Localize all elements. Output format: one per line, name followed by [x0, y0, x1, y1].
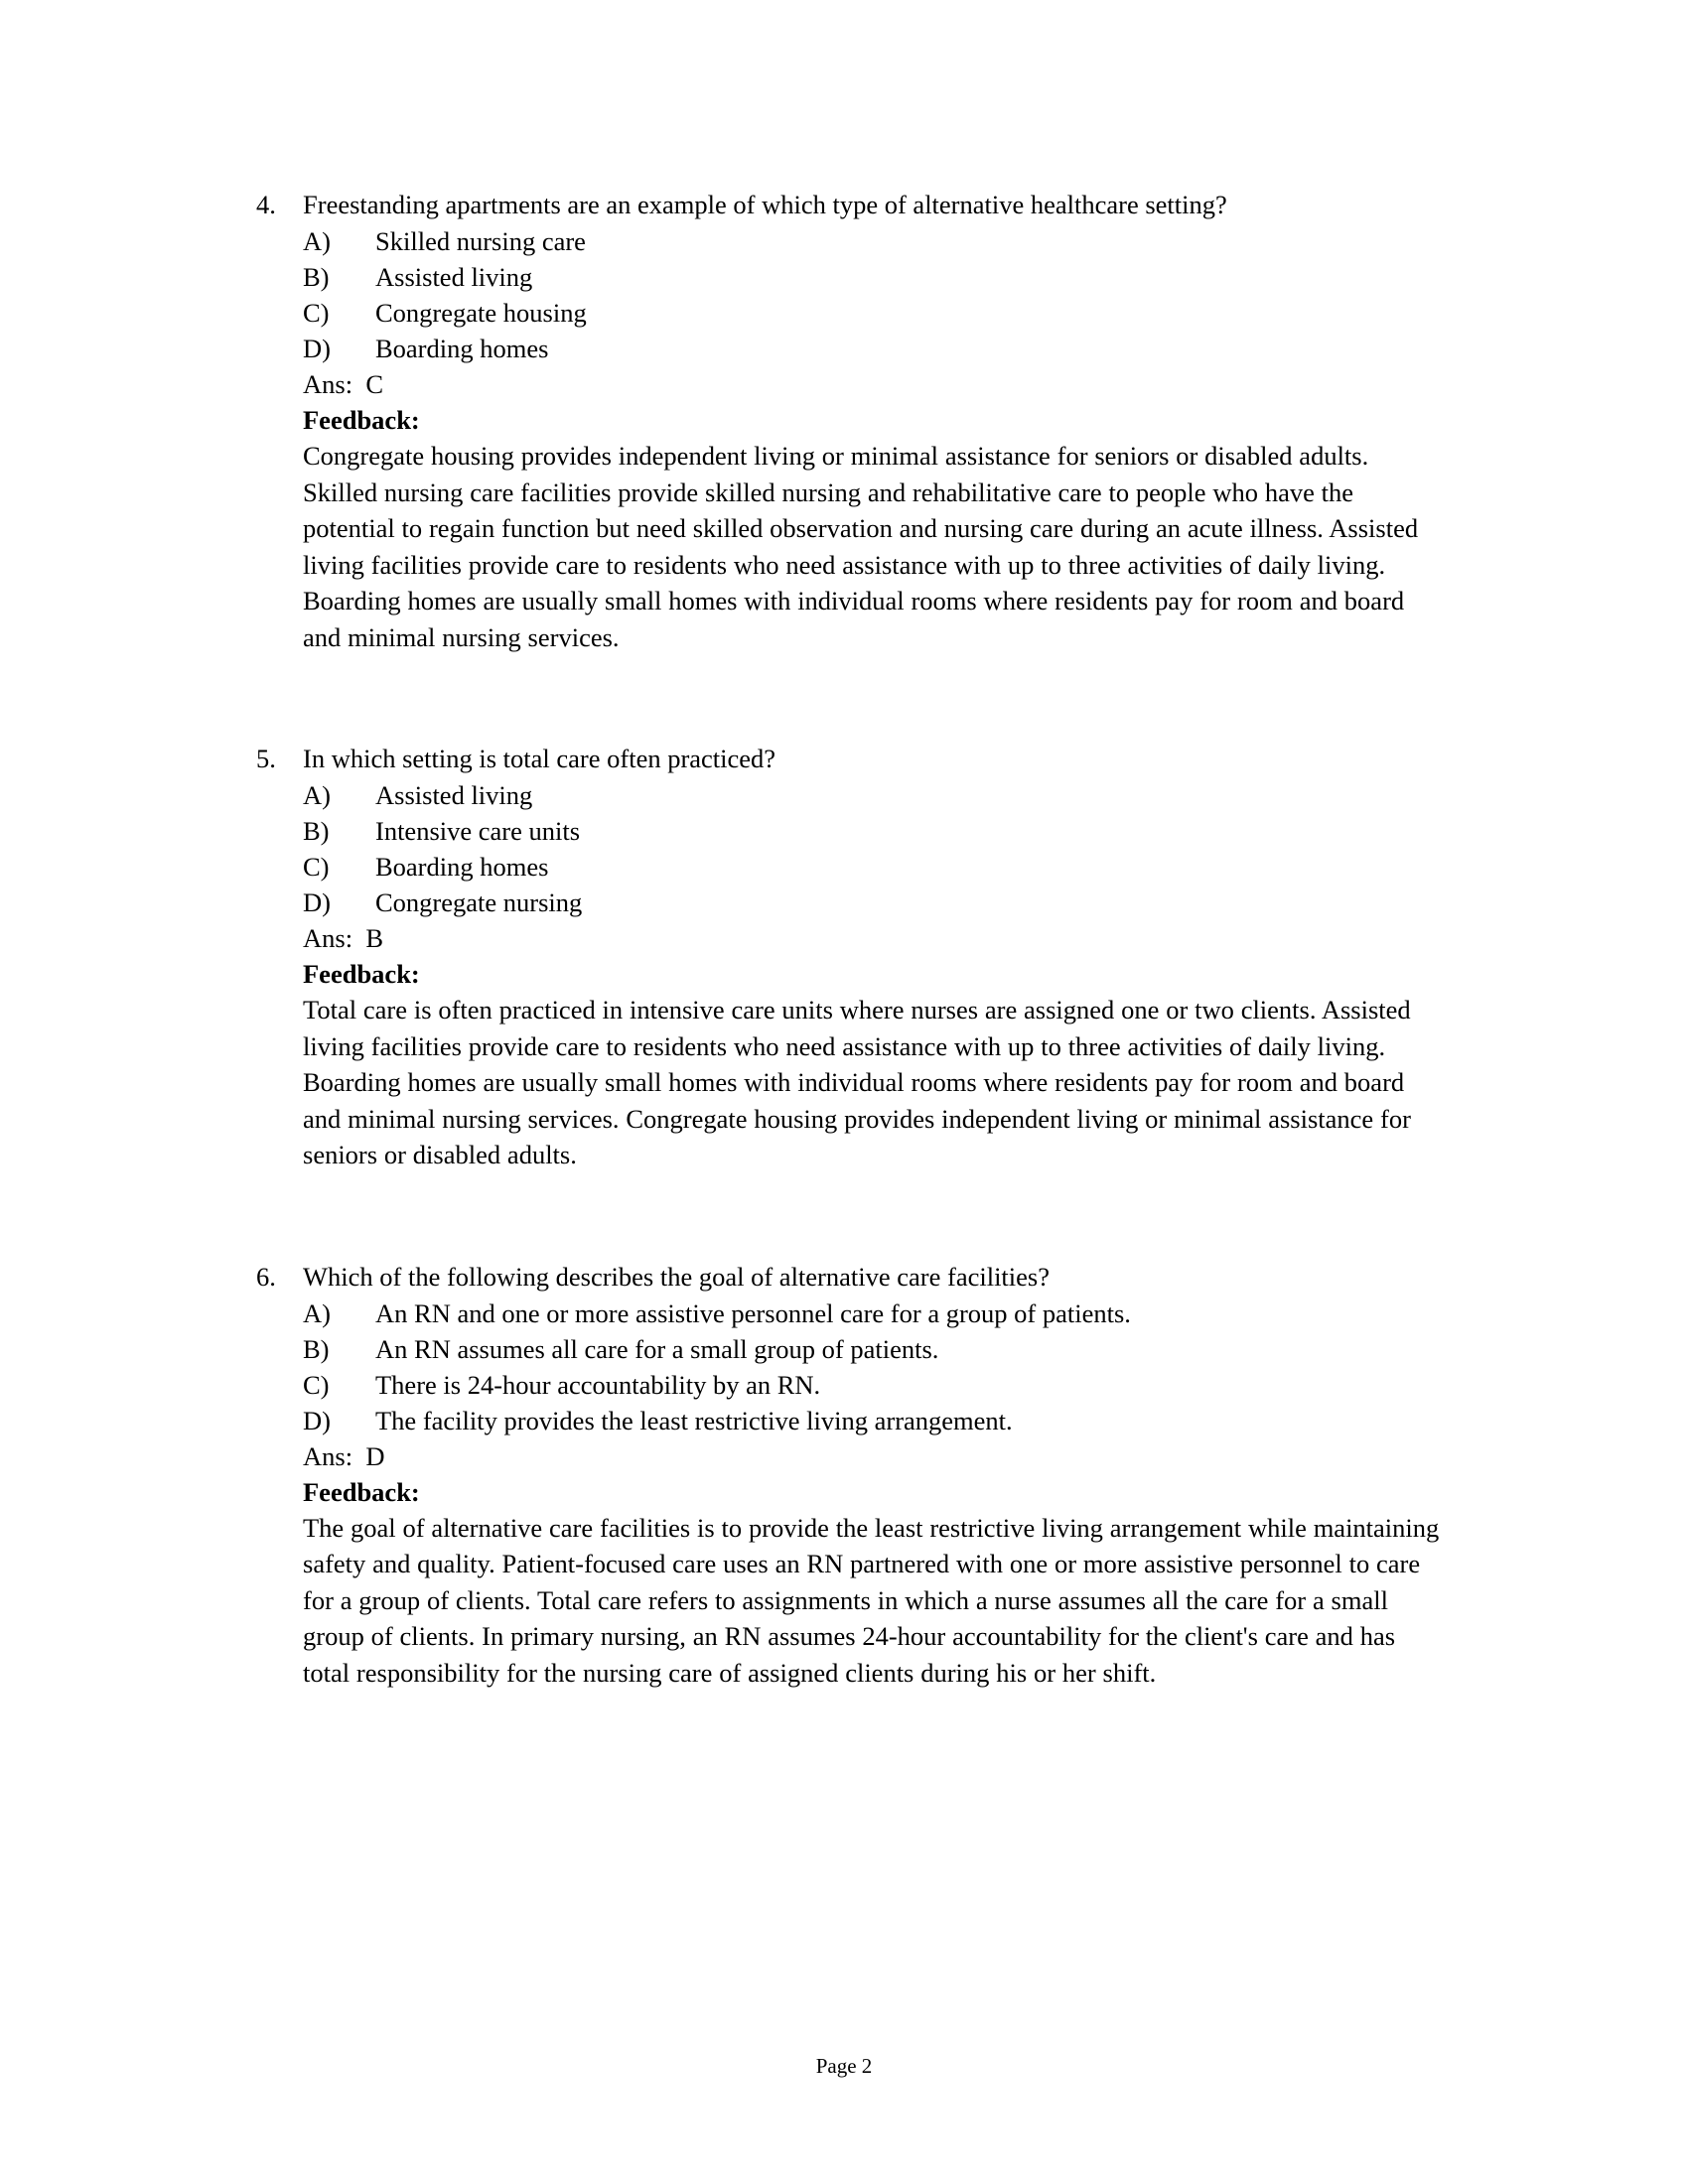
feedback-text: The goal of alternative care facilities is to provide the least restrictive living arrangement while maintaining safety and quality. Patient-focused care uses an RN partnered with one or more assistive personnel to care for a group of clients. Total care refers to assignments in which a nurse assumes all the care for a small group of clients. In primary nursing, an RN assumes 24-hour accountability for the client's care and has total responsibility for the nursing care of assigned clients during his or her shift.	[303, 1512, 1440, 1688]
option-text: There is 24-hour accountability by an RN.	[375, 1369, 821, 1400]
option-letter: B)	[303, 816, 330, 846]
options-list-4	[256, 223, 1448, 366]
feedback-label: Feedback:	[303, 405, 420, 435]
option-letter: C)	[303, 298, 330, 328]
option-item[interactable]	[256, 813, 1448, 849]
answer-line: Ans: D	[303, 1440, 385, 1471]
option-item[interactable]	[256, 849, 1448, 885]
question-block-6	[256, 1259, 1448, 1692]
option-letter: C)	[303, 852, 330, 882]
question-number-6: 6.	[256, 1261, 276, 1292]
option-item[interactable]	[256, 777, 1448, 813]
question-text-6: Which of the following describes the goal of alternative care facilities?	[303, 1261, 1050, 1292]
question-text-4: Freestanding apartments are an example of which type of alternative healthcare setting?	[303, 190, 1227, 219]
option-letter: A)	[303, 226, 331, 256]
option-item[interactable]	[256, 885, 1448, 920]
feedback-text: Congregate housing provides independent living or minimal assistance for seniors or disabled adults. Skilled nursing care facilities provide skilled nursing and rehabilitative care to people who have the potential to regain function but need skilled observation and nursing care during an acute illness. Assisted living facilities provide care to residents who need assistance with up to three activities of daily living. Boarding homes are usually small homes with individual rooms where residents pay for room and board and minimal nursing services.	[303, 441, 1419, 652]
option-letter: A)	[303, 1297, 331, 1328]
answer-line: Ans: B	[303, 923, 383, 953]
option-item[interactable]	[256, 331, 1448, 366]
option-letter: D)	[303, 887, 331, 917]
option-text: An RN and one or more assistive personnel care for a group of patients.	[375, 1297, 1131, 1328]
option-item[interactable]	[256, 1296, 1448, 1331]
option-item[interactable]	[256, 223, 1448, 259]
options-list-5	[256, 777, 1448, 920]
feedback-label: Feedback:	[303, 959, 420, 989]
question-stem-5	[256, 741, 1448, 777]
questions-container	[256, 187, 1448, 1691]
option-text: Intensive care units	[375, 816, 581, 846]
question-number-4: 4.	[256, 190, 276, 219]
option-letter: D)	[303, 1405, 331, 1435]
question-spacer	[256, 1173, 1448, 1259]
option-text: The facility provides the least restrictive living arrangement.	[375, 1405, 1013, 1435]
feedback-label: Feedback:	[303, 1476, 420, 1507]
option-text: Assisted living	[375, 262, 533, 292]
option-text: Assisted living	[375, 780, 533, 810]
option-letter: B)	[303, 262, 330, 292]
question-text-5: In which setting is total care often practiced?	[303, 744, 776, 773]
option-letter: D)	[303, 334, 331, 363]
option-text: Boarding homes	[375, 852, 549, 882]
option-letter: C)	[303, 1369, 330, 1400]
question-stem-4	[256, 187, 1448, 223]
option-item[interactable]	[256, 1367, 1448, 1403]
options-list-6	[256, 1296, 1448, 1438]
option-text: Congregate housing	[375, 298, 587, 328]
answer-line: Ans: C	[303, 369, 383, 399]
question-block-4	[256, 187, 1448, 655]
option-text: Skilled nursing care	[375, 226, 586, 256]
question-stem-6	[256, 1259, 1448, 1296]
option-letter: A)	[303, 780, 331, 810]
question-number-5: 5.	[256, 744, 276, 773]
option-item[interactable]	[256, 1331, 1448, 1367]
option-item[interactable]	[256, 295, 1448, 331]
question-spacer	[256, 655, 1448, 741]
question-block-5	[256, 741, 1448, 1173]
option-item[interactable]	[256, 1403, 1448, 1438]
option-text: Boarding homes	[375, 334, 549, 363]
option-text: An RN assumes all care for a small group of patients.	[375, 1333, 939, 1364]
option-text: Congregate nursing	[375, 887, 583, 917]
page-footer: Page 2	[815, 2054, 873, 2078]
option-letter: B)	[303, 1333, 330, 1364]
feedback-text: Total care is often practiced in intensive care units where nurses are assigned one or two clients. Assisted living facilities provide care to residents who need assistance with up to three activities of daily living. Boarding homes are usually small homes with individual rooms where residents pay for room and board and minimal nursing services. Congregate housing provides independent living or minimal assistance for seniors or disabled adults.	[303, 995, 1411, 1169]
option-item[interactable]	[256, 259, 1448, 295]
